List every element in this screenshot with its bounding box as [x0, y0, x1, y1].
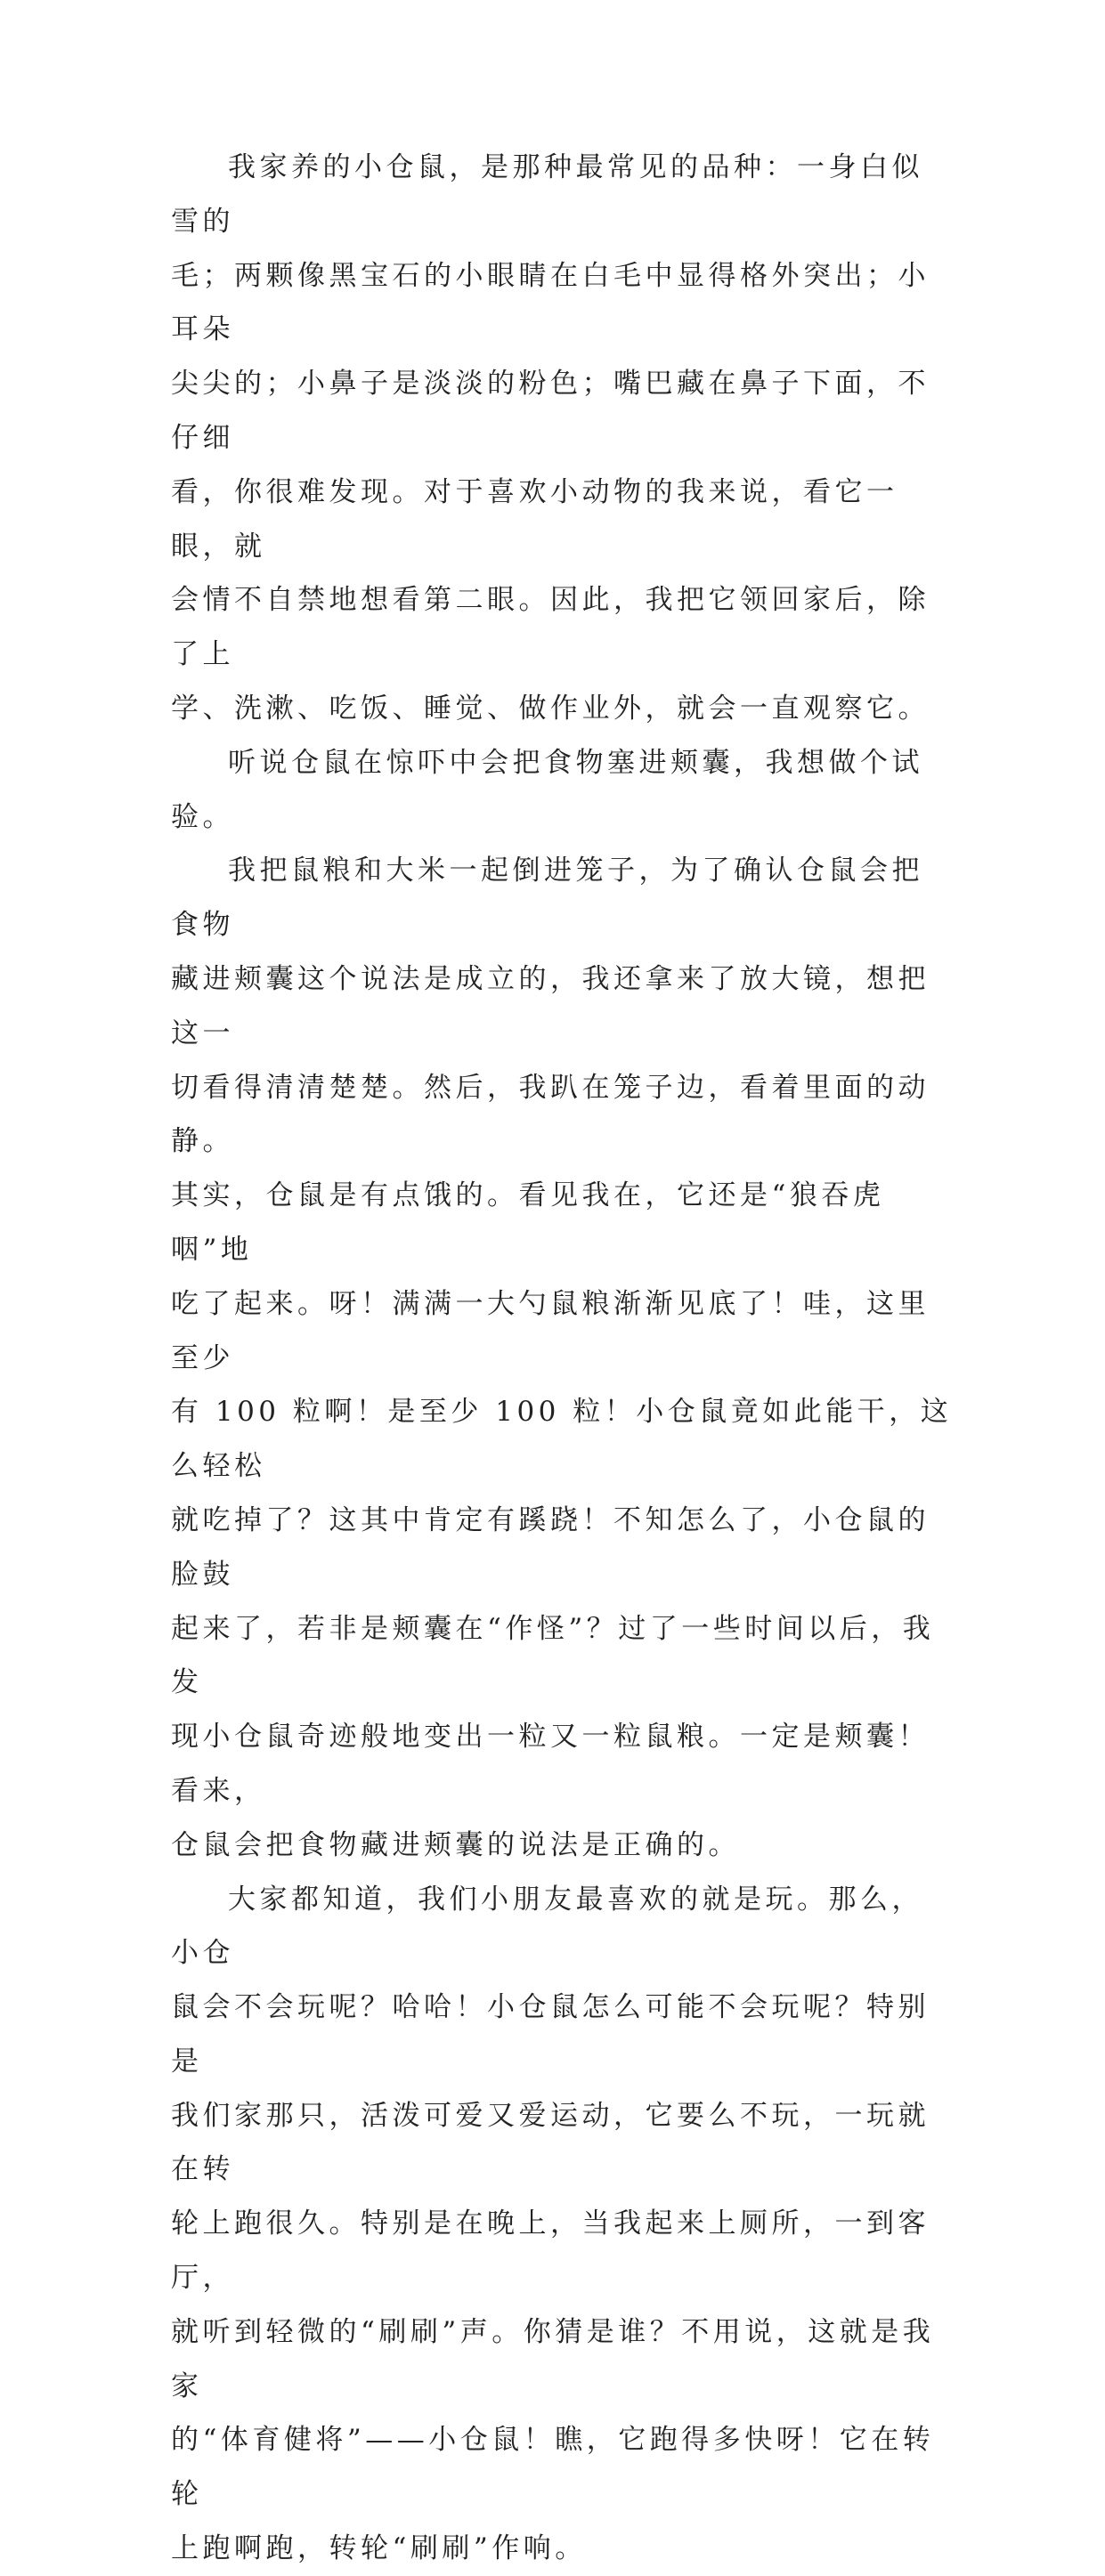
paragraph-appearance: 我家养的小仓鼠，是那种最常见的品种：一身白似雪的 毛；两颗像黑宝石的小眼睛在白毛中显得格外突出；小耳朵 尖尖的；小鼻子是淡淡的粉色；嘴巴藏在鼻子下面，不仔细 看，你很难发现。对于喜欢小动物的我来说，看它一眼，就 会情不自禁地想看第二眼。因此，我把它领回家后，除了上 学、洗漱、吃饭、睡觉、做作业外，就会一直观察它。 [171, 151, 930, 725]
paragraph-experiment: 我把鼠粮和大米一起倒进笼子，为了确认仓鼠会把食物 藏进颊囊这个说法是成立的，我还拿来了放大镜，想把这一 切看得清清楚楚。然后，我趴在笼子边，看着里面的动静。 其实，仓鼠是有点饿的。看见我在，它还是“狼吞虎咽”地 吃了起来。呀！满满一大勺鼠粮渐渐见底了！哇，这里至少 有 100 粒啊！是至少 100 粒！小仓鼠竟如此能干，这么轻松 就吃掉了？这其中肯定有蹊跷！不知怎么了，小仓鼠的脸鼓 起来了，若非是颊囊在“作怪”？过了一些时间以后，我发 现小仓鼠奇迹般地变出一粒又一粒鼠粮。一定是颊囊！看来， 仓鼠会把食物藏进颊囊的说法是正确的。 [171, 855, 953, 1861]
paragraph-play: 大家都知道，我们小朋友最喜欢的就是玩。那么，小仓 鼠会不会玩呢？哈哈！小仓鼠怎么可能不会玩呢？特别是 我们家那只，活泼可爱又爱运动，它要么不玩，一玩就在转 轮上跑很久。特别是在晚上，当我起来上厕所，一到客厅， 就听到轻微的“刷刷”声。你猜是谁？不用说，这就是我家 的“体育健将”——小仓鼠！瞧，它跑得多快呀！它在转轮 上跑啊跑，转轮“刷刷”作响。 [171, 1883, 935, 2565]
paragraph-experiment-intro: 听说仓鼠在惊吓中会把食物塞进颊囊，我想做个试验。 [171, 746, 923, 833]
document-body [171, 141, 955, 2576]
